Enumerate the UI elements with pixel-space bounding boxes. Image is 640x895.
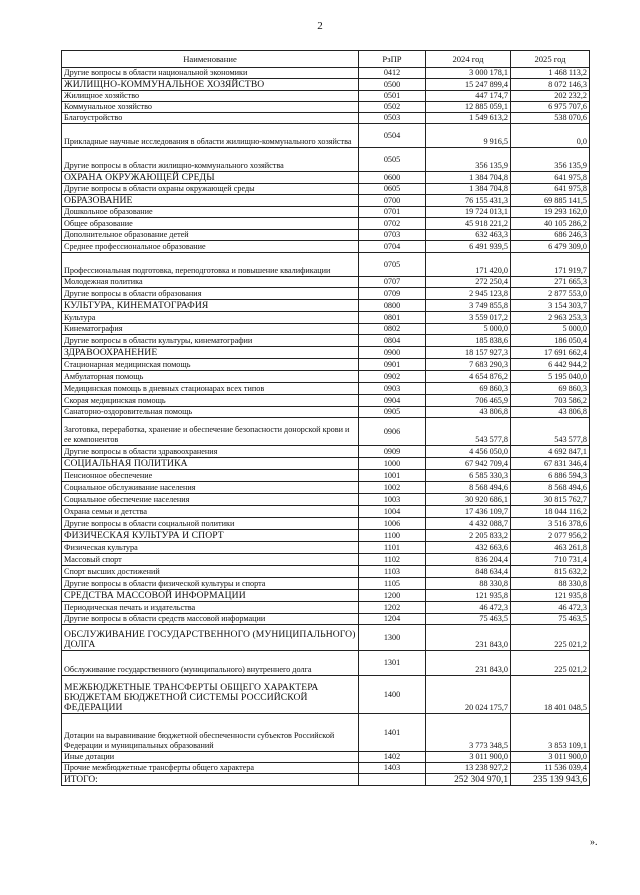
row-code: 0903	[359, 383, 426, 395]
row-name: Другие вопросы в области культуры, кинематографии	[62, 335, 359, 347]
row-value-2024: 231 843,0	[426, 651, 511, 676]
row-name: СОЦИАЛЬНАЯ ПОЛИТИКА	[62, 458, 359, 470]
row-name: ФИЗИЧЕСКАЯ КУЛЬТУРА И СПОРТ	[62, 530, 359, 542]
row-name: Спорт высших достижений	[62, 566, 359, 578]
table-row	[62, 395, 590, 407]
row-value-2025: 202 232,2	[511, 91, 590, 102]
row-name: Социальное обеспечение населения	[62, 494, 359, 506]
row-value-2025: 6 975 707,6	[511, 102, 590, 113]
row-code: 0909	[359, 446, 426, 458]
row-value-2024: 1 384 704,8	[426, 184, 511, 195]
row-value-2024: 3 000 178,1	[426, 68, 511, 79]
row-code: 1402	[359, 752, 426, 763]
row-value-2024: 5 000,0	[426, 324, 511, 335]
row-value-2024: 1 549 613,2	[426, 113, 511, 124]
row-value-2024: 4 456 050,0	[426, 446, 511, 458]
row-name: ОБРАЗОВАНИЕ	[62, 195, 359, 207]
row-value-2024: 4 432 088,7	[426, 518, 511, 530]
row-code: 0412	[359, 68, 426, 79]
row-code: 1202	[359, 602, 426, 614]
row-code: 1403	[359, 763, 426, 774]
row-value-2024: 706 465,9	[426, 395, 511, 407]
row-code: 0505	[359, 148, 426, 172]
row-value-2024: 356 135,9	[426, 148, 511, 172]
row-name: Кинематография	[62, 324, 359, 335]
table-row	[62, 184, 590, 195]
row-code: 0905	[359, 407, 426, 418]
row-value-2025: 0,0	[511, 124, 590, 148]
row-code: 0802	[359, 324, 426, 335]
table-row	[62, 542, 590, 554]
row-value-2025: 543 577,8	[511, 418, 590, 446]
row-code: 0900	[359, 347, 426, 359]
row-value-2024: 632 463,3	[426, 230, 511, 241]
row-value-2025: 538 070,6	[511, 113, 590, 124]
row-code: 0605	[359, 184, 426, 195]
row-value-2024: 836 204,4	[426, 554, 511, 566]
row-name: Дополнительное образование детей	[62, 230, 359, 241]
row-value-2025: 67 831 346,4	[511, 458, 590, 470]
table-row	[62, 335, 590, 347]
row-code: 0704	[359, 241, 426, 253]
row-code: 1105	[359, 578, 426, 590]
row-code: 1001	[359, 470, 426, 482]
row-value-2025: 18 044 116,2	[511, 506, 590, 518]
row-code: 1103	[359, 566, 426, 578]
table-row	[62, 554, 590, 566]
row-code: 0503	[359, 113, 426, 124]
row-name: Среднее профессиональное образование	[62, 241, 359, 253]
row-name: Скорая медицинская помощь	[62, 395, 359, 407]
row-name: Социальное обслуживание населения	[62, 482, 359, 494]
row-value-2024: 432 663,6	[426, 542, 511, 554]
row-value-2024: 231 843,0	[426, 625, 511, 651]
row-value-2025: 5 195 040,0	[511, 371, 590, 383]
row-value-2024: 3 011 900,0	[426, 752, 511, 763]
row-value-2025: 4 692 847,1	[511, 446, 590, 458]
header-code: РзПР	[359, 51, 426, 68]
row-value-2024: 15 247 899,4	[426, 79, 511, 91]
row-value-2024: 7 683 290,3	[426, 359, 511, 371]
row-code: 0502	[359, 102, 426, 113]
row-value-2025: 8 568 494,6	[511, 482, 590, 494]
row-value-2025: 171 919,7	[511, 253, 590, 277]
row-code: 0702	[359, 218, 426, 230]
row-name: ЗДРАВООХРАНЕНИЕ	[62, 347, 359, 359]
row-name: Физическая культура	[62, 542, 359, 554]
row-name: Молодежная политика	[62, 277, 359, 288]
row-code: 0703	[359, 230, 426, 241]
section-row	[62, 195, 590, 207]
row-code: 1004	[359, 506, 426, 518]
header-2025: 2025 год	[511, 51, 590, 68]
row-value-2024: 848 634,4	[426, 566, 511, 578]
row-value-2025: 2 963 253,3	[511, 312, 590, 324]
section-row	[62, 676, 590, 714]
row-value-2025: 225 021,2	[511, 651, 590, 676]
row-name: Амбулаторная помощь	[62, 371, 359, 383]
row-code: 0901	[359, 359, 426, 371]
row-value-2024: 19 724 013,1	[426, 207, 511, 218]
row-name: Коммунальное хозяйство	[62, 102, 359, 113]
row-value-2025: 356 135,9	[511, 148, 590, 172]
row-name: Другие вопросы в области национальной экономики	[62, 68, 359, 79]
table-row	[62, 494, 590, 506]
row-value-2025: 710 731,4	[511, 554, 590, 566]
row-code: 1204	[359, 614, 426, 625]
row-value-2025: 5 000,0	[511, 324, 590, 335]
section-row	[62, 300, 590, 312]
row-code: 1301	[359, 651, 426, 676]
table-row	[62, 91, 590, 102]
row-value-2025: 2 077 956,2	[511, 530, 590, 542]
row-value-2024: 6 585 330,3	[426, 470, 511, 482]
table-row	[62, 518, 590, 530]
row-name: МЕЖБЮДЖЕТНЫЕ ТРАНСФЕРТЫ ОБЩЕГО ХАРАКТЕРА БЮДЖЕТАМ БЮДЖЕТНОЙ СИСТЕМЫ РОССИЙСКОЙ ФЕДЕРАЦИИ	[62, 676, 359, 714]
header-2024: 2024 год	[426, 51, 511, 68]
row-name: Периодическая печать и издательства	[62, 602, 359, 614]
row-value-2025: 19 293 162,0	[511, 207, 590, 218]
table-row	[62, 207, 590, 218]
header-name: Наименование	[62, 51, 359, 68]
row-value-2025: 2 877 553,0	[511, 288, 590, 300]
total-row	[62, 774, 590, 786]
row-code: 0501	[359, 91, 426, 102]
row-value-2024: 6 491 939,5	[426, 241, 511, 253]
row-value-2025: 463 261,8	[511, 542, 590, 554]
row-value-2024: 76 155 431,3	[426, 195, 511, 207]
row-code: 1102	[359, 554, 426, 566]
row-value-2025: 88 330,8	[511, 578, 590, 590]
row-value-2024: 69 860,3	[426, 383, 511, 395]
row-value-2025: 3 853 109,1	[511, 714, 590, 752]
table-row	[62, 124, 590, 148]
row-name: Другие вопросы в области здравоохранения	[62, 446, 359, 458]
total-2025: 235 139 943,6	[511, 774, 590, 786]
row-value-2024: 4 654 876,2	[426, 371, 511, 383]
row-value-2025: 11 536 039,4	[511, 763, 590, 774]
table-row	[62, 752, 590, 763]
table-row	[62, 383, 590, 395]
row-value-2024: 447 174,7	[426, 91, 511, 102]
row-name: ОХРАНА ОКРУЖАЮЩЕЙ СРЕДЫ	[62, 172, 359, 184]
table-header	[62, 51, 590, 68]
row-code: 1401	[359, 714, 426, 752]
row-name: Другие вопросы в области жилищно-коммунального хозяйства	[62, 148, 359, 172]
row-name: Другие вопросы в области охраны окружающей среды	[62, 184, 359, 195]
row-name: Жилищное хозяйство	[62, 91, 359, 102]
section-row	[62, 590, 590, 602]
row-value-2025: 703 586,2	[511, 395, 590, 407]
row-value-2025: 30 815 762,7	[511, 494, 590, 506]
table-row	[62, 763, 590, 774]
row-value-2025: 18 401 048,5	[511, 676, 590, 714]
row-value-2024: 67 942 709,4	[426, 458, 511, 470]
section-row	[62, 347, 590, 359]
section-row	[62, 172, 590, 184]
row-value-2024: 13 238 927,2	[426, 763, 511, 774]
table-row	[62, 241, 590, 253]
row-value-2024: 543 577,8	[426, 418, 511, 446]
row-name: Дотации на выравнивание бюджетной обеспеченности субъектов Российской Федерации и муниципальных образований	[62, 714, 359, 752]
row-name: СРЕДСТВА МАССОВОЙ ИНФОРМАЦИИ	[62, 590, 359, 602]
row-code: 1006	[359, 518, 426, 530]
table-row	[62, 446, 590, 458]
row-name: Благоустройство	[62, 113, 359, 124]
row-code: 0801	[359, 312, 426, 324]
row-value-2024: 46 472,3	[426, 602, 511, 614]
table-row	[62, 470, 590, 482]
row-value-2025: 815 632,2	[511, 566, 590, 578]
row-code: 0705	[359, 253, 426, 277]
row-value-2025: 641 975,8	[511, 184, 590, 195]
table-row	[62, 714, 590, 752]
row-value-2024: 20 024 175,7	[426, 676, 511, 714]
row-value-2024: 2 205 833,2	[426, 530, 511, 542]
row-code: 1000	[359, 458, 426, 470]
row-value-2024: 121 935,8	[426, 590, 511, 602]
table-row	[62, 288, 590, 300]
row-value-2025: 6 442 944,2	[511, 359, 590, 371]
row-value-2025: 46 472,3	[511, 602, 590, 614]
table-row	[62, 102, 590, 113]
row-code: 0804	[359, 335, 426, 347]
table-row	[62, 407, 590, 418]
row-value-2025: 1 468 113,2	[511, 68, 590, 79]
row-value-2024: 8 568 494,6	[426, 482, 511, 494]
row-name: Дошкольное образование	[62, 207, 359, 218]
row-name: ОБСЛУЖИВАНИЕ ГОСУДАРСТВЕННОГО (МУНИЦИПАЛЬНОГО) ДОЛГА	[62, 625, 359, 651]
table-row	[62, 418, 590, 446]
row-code: 1300	[359, 625, 426, 651]
row-value-2025: 6 886 594,3	[511, 470, 590, 482]
row-value-2024: 88 330,8	[426, 578, 511, 590]
table-row	[62, 506, 590, 518]
row-value-2025: 17 691 662,4	[511, 347, 590, 359]
row-value-2024: 3 749 855,8	[426, 300, 511, 312]
table-row	[62, 277, 590, 288]
row-value-2024: 185 838,6	[426, 335, 511, 347]
row-value-2025: 641 975,8	[511, 172, 590, 184]
row-name: Прочие межбюджетные трансферты общего характера	[62, 763, 359, 774]
row-value-2025: 3 516 378,6	[511, 518, 590, 530]
table-row	[62, 113, 590, 124]
row-name: КУЛЬТУРА, КИНЕМАТОГРАФИЯ	[62, 300, 359, 312]
row-code: 1101	[359, 542, 426, 554]
section-row	[62, 458, 590, 470]
row-code: 1100	[359, 530, 426, 542]
table-row	[62, 230, 590, 241]
table-row	[62, 371, 590, 383]
section-row	[62, 79, 590, 91]
row-value-2024: 9 916,5	[426, 124, 511, 148]
section-row	[62, 530, 590, 542]
row-value-2024: 3 773 348,5	[426, 714, 511, 752]
row-name: Массовый спорт	[62, 554, 359, 566]
page-number: 2	[317, 20, 323, 32]
row-value-2025: 3 011 900,0	[511, 752, 590, 763]
table-row	[62, 148, 590, 172]
row-name: Другие вопросы в области образования	[62, 288, 359, 300]
row-name: Медицинская помощь в дневных стационарах всех типов	[62, 383, 359, 395]
row-value-2024: 43 806,8	[426, 407, 511, 418]
row-value-2025: 225 021,2	[511, 625, 590, 651]
budget-table	[61, 50, 590, 786]
row-value-2024: 18 157 927,3	[426, 347, 511, 359]
table-row	[62, 312, 590, 324]
closing-quote-mark: ».	[590, 837, 598, 848]
row-value-2024: 75 463,5	[426, 614, 511, 625]
row-code: 0600	[359, 172, 426, 184]
row-value-2024: 12 885 059,1	[426, 102, 511, 113]
row-name: ЖИЛИЩНО-КОММУНАЛЬНОЕ ХОЗЯЙСТВО	[62, 79, 359, 91]
row-value-2025: 40 105 286,2	[511, 218, 590, 230]
row-value-2024: 171 420,0	[426, 253, 511, 277]
row-code: 0709	[359, 288, 426, 300]
table-row	[62, 253, 590, 277]
row-value-2024: 1 384 704,8	[426, 172, 511, 184]
row-name: Общее образование	[62, 218, 359, 230]
row-code: 0500	[359, 79, 426, 91]
row-name: Другие вопросы в области физической культуры и спорта	[62, 578, 359, 590]
row-value-2025: 8 072 146,3	[511, 79, 590, 91]
row-value-2025: 6 479 309,0	[511, 241, 590, 253]
row-code: 1003	[359, 494, 426, 506]
row-value-2025: 186 050,4	[511, 335, 590, 347]
row-value-2025: 121 935,8	[511, 590, 590, 602]
row-name: Обслуживание государственного (муниципального) внутреннего долга	[62, 651, 359, 676]
row-name: Другие вопросы в области средств массовой информации	[62, 614, 359, 625]
table-row	[62, 651, 590, 676]
row-value-2024: 30 920 686,1	[426, 494, 511, 506]
row-code: 1400	[359, 676, 426, 714]
row-value-2025: 43 806,8	[511, 407, 590, 418]
row-value-2025: 271 665,3	[511, 277, 590, 288]
table-row	[62, 482, 590, 494]
total-2024: 252 304 970,1	[426, 774, 511, 786]
row-value-2025: 69 885 141,5	[511, 195, 590, 207]
row-value-2024: 272 250,4	[426, 277, 511, 288]
row-name: Пенсионное обеспечение	[62, 470, 359, 482]
table-row	[62, 359, 590, 371]
row-code: 0707	[359, 277, 426, 288]
row-name: Иные дотации	[62, 752, 359, 763]
total-code	[359, 774, 426, 786]
table-row	[62, 68, 590, 79]
table-row	[62, 324, 590, 335]
row-value-2025: 69 860,3	[511, 383, 590, 395]
row-value-2025: 686 246,3	[511, 230, 590, 241]
row-code: 0902	[359, 371, 426, 383]
row-value-2025: 75 463,5	[511, 614, 590, 625]
row-value-2024: 3 559 017,2	[426, 312, 511, 324]
row-code: 0800	[359, 300, 426, 312]
table-row	[62, 566, 590, 578]
table-body	[62, 68, 590, 774]
row-code: 0700	[359, 195, 426, 207]
row-code: 0504	[359, 124, 426, 148]
row-code: 0701	[359, 207, 426, 218]
row-code: 1002	[359, 482, 426, 494]
row-name: Охрана семьи и детства	[62, 506, 359, 518]
row-name: Санаторно-оздоровительная помощь	[62, 407, 359, 418]
row-name: Заготовка, переработка, хранение и обеспечение безопасности донорской крови и ее компонентов	[62, 418, 359, 446]
table-row	[62, 578, 590, 590]
row-value-2024: 2 945 123,8	[426, 288, 511, 300]
row-name: Стационарная медицинская помощь	[62, 359, 359, 371]
row-code: 1200	[359, 590, 426, 602]
row-code: 0906	[359, 418, 426, 446]
row-code: 0904	[359, 395, 426, 407]
row-value-2025: 3 154 303,7	[511, 300, 590, 312]
row-name: Прикладные научные исследования в области жилищно-коммунального хозяйства	[62, 124, 359, 148]
table-row	[62, 602, 590, 614]
row-value-2024: 17 436 109,7	[426, 506, 511, 518]
table-row	[62, 218, 590, 230]
row-name: Другие вопросы в области социальной политики	[62, 518, 359, 530]
section-row	[62, 625, 590, 651]
row-name: Культура	[62, 312, 359, 324]
total-label: ИТОГО:	[62, 774, 359, 786]
row-value-2024: 45 918 221,2	[426, 218, 511, 230]
row-name: Профессиональная подготовка, переподготовка и повышение квалификации	[62, 253, 359, 277]
table-row	[62, 614, 590, 625]
